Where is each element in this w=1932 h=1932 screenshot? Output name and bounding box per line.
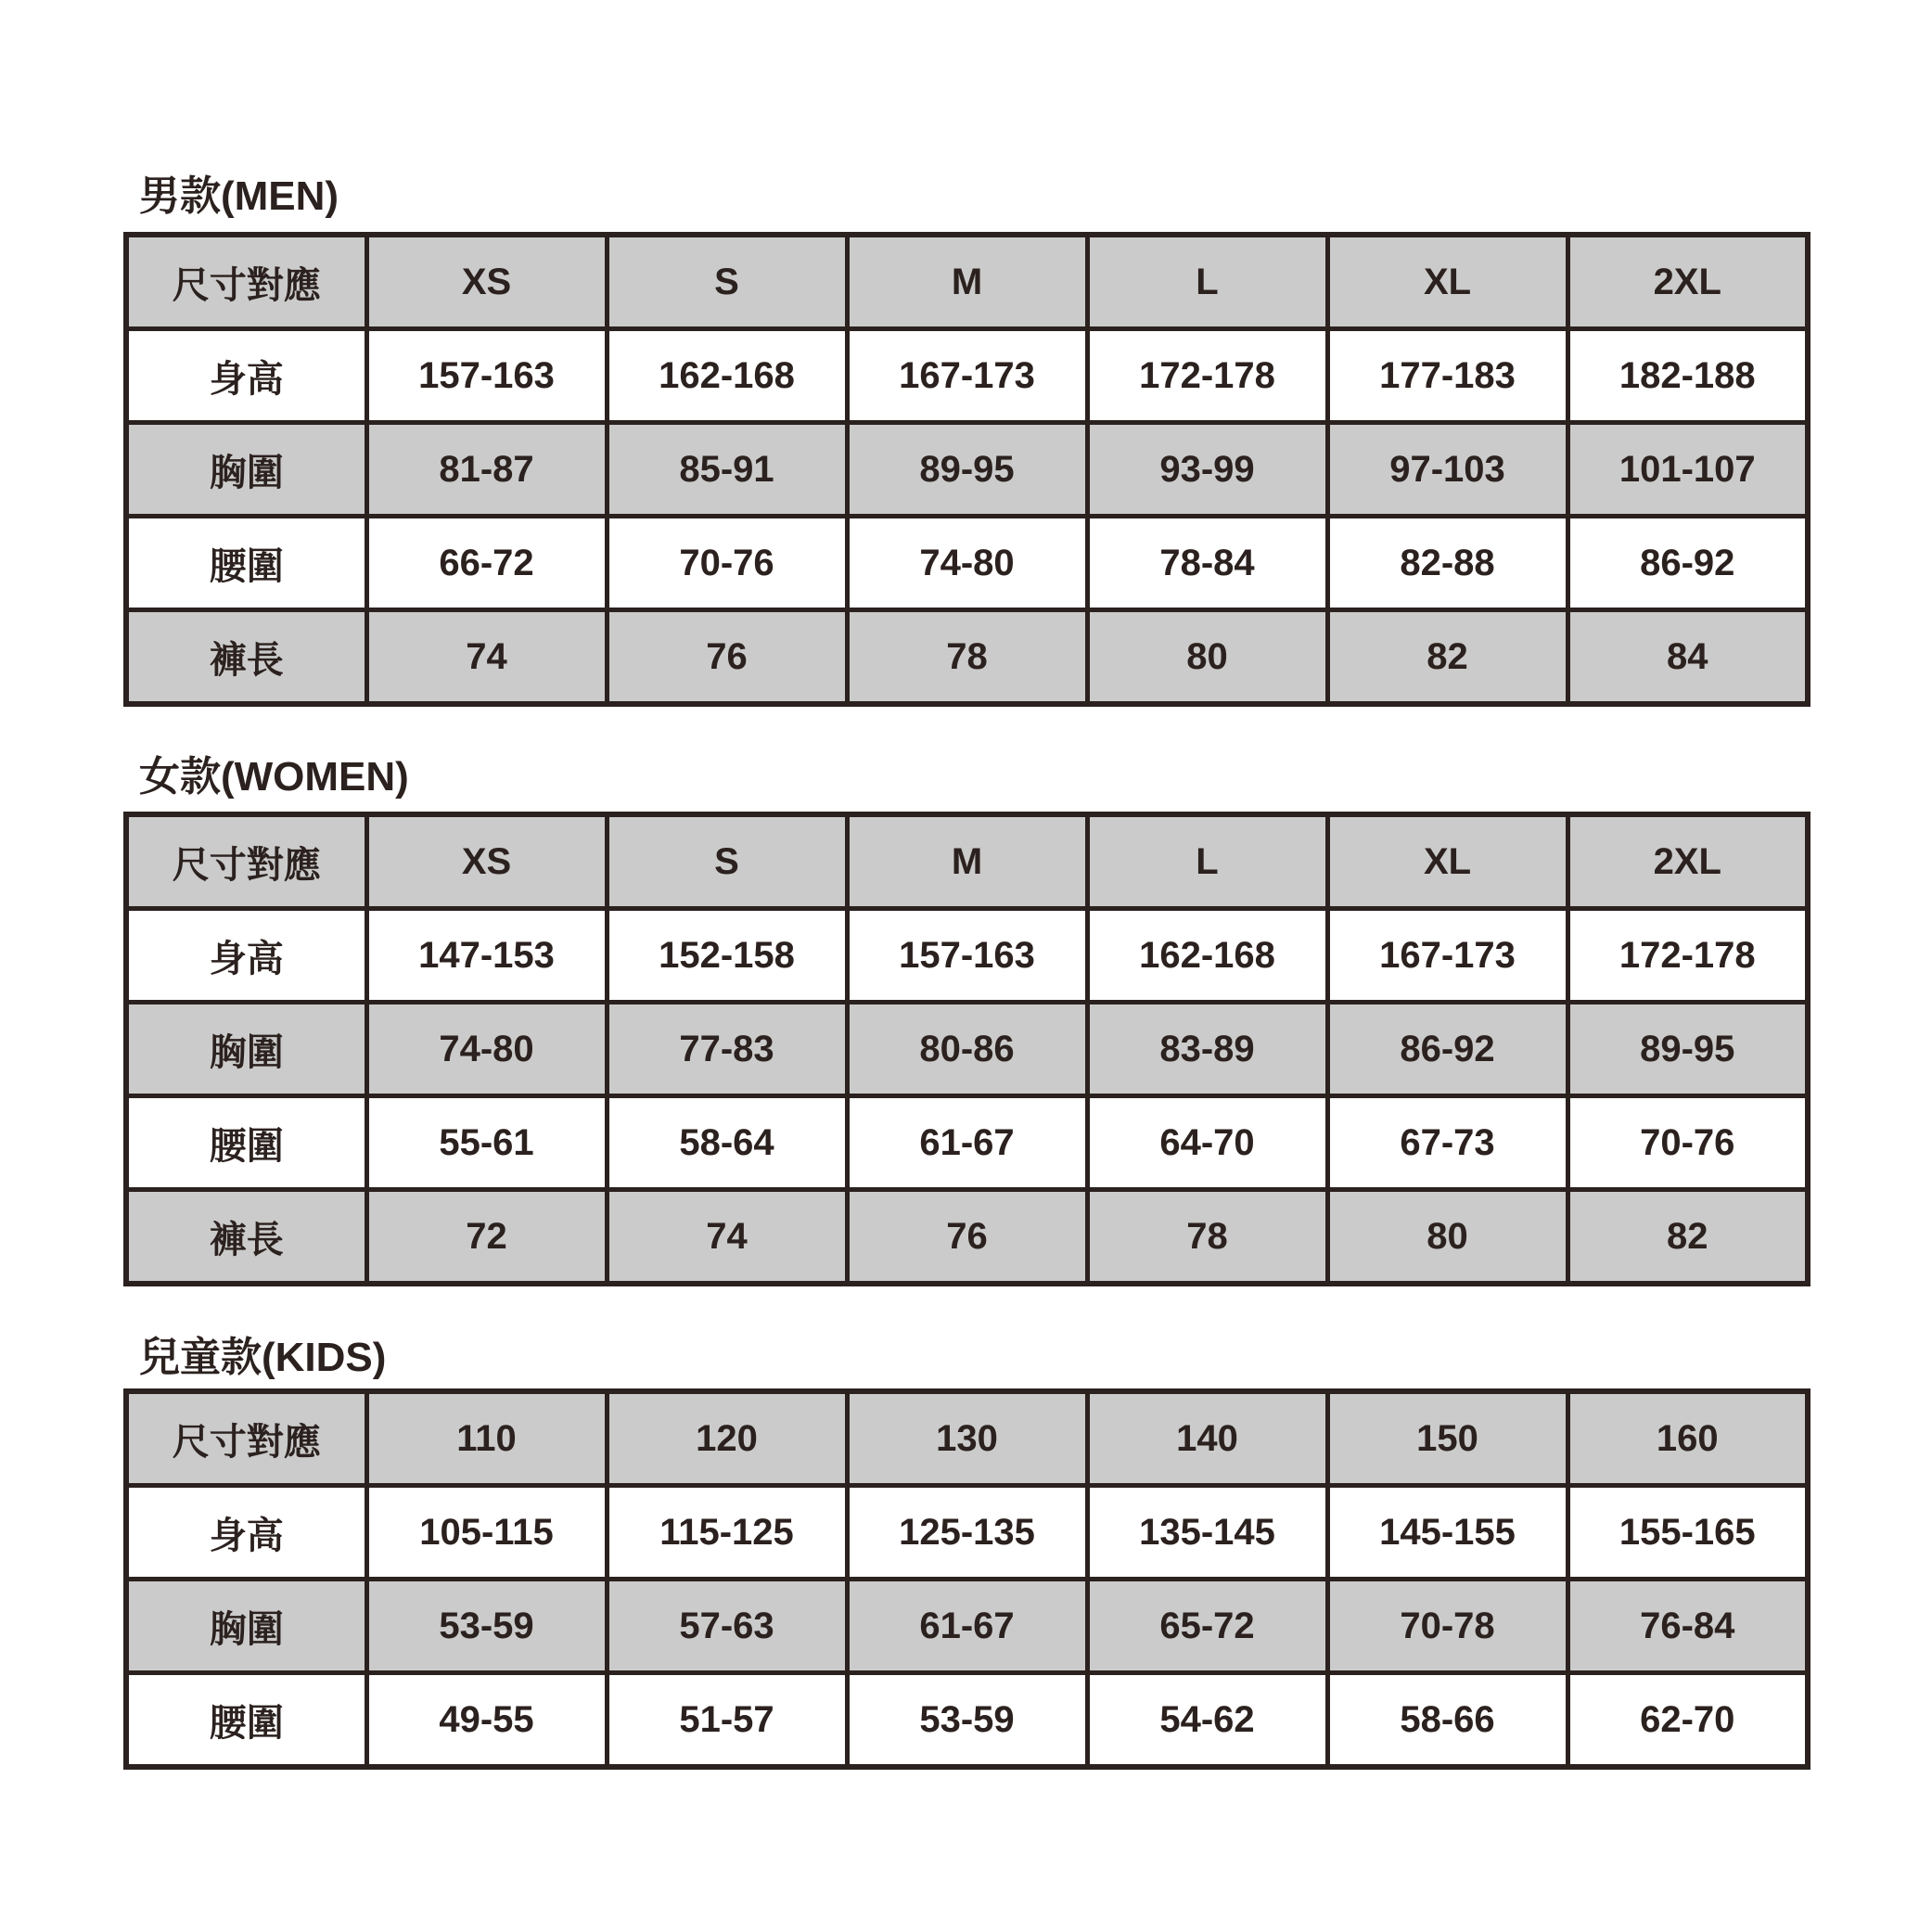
value-cell: 93-99	[1087, 423, 1327, 517]
value-cell: 86-92	[1567, 517, 1808, 610]
value-cell: 53-59	[366, 1580, 607, 1673]
table-row	[126, 1580, 1808, 1673]
value-cell: 115-125	[607, 1486, 847, 1580]
value-cell: 51-57	[607, 1673, 847, 1768]
value-cell: 83-89	[1087, 1003, 1327, 1096]
value-cell: 55-61	[366, 1096, 607, 1190]
value-cell: 80-86	[847, 1003, 1087, 1096]
value-cell: 65-72	[1087, 1580, 1327, 1673]
women-section-title: 女款(WOMEN)	[139, 754, 409, 800]
value-cell: 80	[1087, 610, 1327, 705]
value-cell: 162-168	[607, 329, 847, 423]
row-label-cell: 褲長	[126, 610, 366, 705]
value-cell: 70-76	[607, 517, 847, 610]
corner-label-cell: 尺寸對應	[126, 1391, 366, 1486]
value-cell: 76	[607, 610, 847, 705]
header-cell: 2XL	[1567, 235, 1808, 329]
value-cell: 61-67	[847, 1096, 1087, 1190]
row-label-cell: 腰圍	[126, 1096, 366, 1190]
header-cell: L	[1087, 235, 1327, 329]
header-cell: 2XL	[1567, 814, 1808, 909]
value-cell: 80	[1327, 1190, 1567, 1285]
value-cell: 62-70	[1567, 1673, 1808, 1768]
value-cell: 145-155	[1327, 1486, 1567, 1580]
table-row	[126, 517, 1808, 610]
value-cell: 82	[1567, 1190, 1808, 1285]
value-cell: 78	[847, 610, 1087, 705]
header-cell: XS	[366, 235, 607, 329]
row-label-cell: 身高	[126, 329, 366, 423]
value-cell: 67-73	[1327, 1096, 1567, 1190]
value-cell: 152-158	[607, 909, 847, 1003]
value-cell: 86-92	[1327, 1003, 1567, 1096]
row-label-cell: 胸圍	[126, 1003, 366, 1096]
value-cell: 172-178	[1567, 909, 1808, 1003]
value-cell: 76	[847, 1190, 1087, 1285]
value-cell: 84	[1567, 610, 1808, 705]
table-header-row	[126, 235, 1808, 329]
value-cell: 58-66	[1327, 1673, 1567, 1768]
corner-label-cell: 尺寸對應	[126, 814, 366, 909]
table-header-row	[126, 814, 1808, 909]
value-cell: 49-55	[366, 1673, 607, 1768]
header-cell: S	[607, 814, 847, 909]
header-cell: 120	[607, 1391, 847, 1486]
table-header-row	[126, 1391, 1808, 1486]
value-cell: 57-63	[607, 1580, 847, 1673]
kids-size-table	[123, 1388, 1810, 1770]
table-row	[126, 1673, 1808, 1768]
value-cell: 172-178	[1087, 329, 1327, 423]
row-label-cell: 腰圍	[126, 517, 366, 610]
row-label-cell: 身高	[126, 1486, 366, 1580]
value-cell: 167-173	[847, 329, 1087, 423]
value-cell: 78	[1087, 1190, 1327, 1285]
value-cell: 82-88	[1327, 517, 1567, 610]
men-section-title: 男款(MEN)	[139, 173, 339, 219]
header-cell: 150	[1327, 1391, 1567, 1486]
value-cell: 81-87	[366, 423, 607, 517]
value-cell: 74-80	[847, 517, 1087, 610]
value-cell: 74-80	[366, 1003, 607, 1096]
table-row	[126, 423, 1808, 517]
value-cell: 155-165	[1567, 1486, 1808, 1580]
header-cell: 110	[366, 1391, 607, 1486]
table-row	[126, 1003, 1808, 1096]
value-cell: 89-95	[847, 423, 1087, 517]
header-cell: XL	[1327, 814, 1567, 909]
table-row	[126, 1486, 1808, 1580]
row-label-cell: 褲長	[126, 1190, 366, 1285]
header-cell: 130	[847, 1391, 1087, 1486]
table-row	[126, 610, 1808, 705]
value-cell: 182-188	[1567, 329, 1808, 423]
value-cell: 72	[366, 1190, 607, 1285]
header-cell: 140	[1087, 1391, 1327, 1486]
value-cell: 70-76	[1567, 1096, 1808, 1190]
value-cell: 82	[1327, 610, 1567, 705]
table-row	[126, 909, 1808, 1003]
row-label-cell: 胸圍	[126, 1580, 366, 1673]
header-cell: M	[847, 235, 1087, 329]
value-cell: 77-83	[607, 1003, 847, 1096]
header-cell: 160	[1567, 1391, 1808, 1486]
value-cell: 177-183	[1327, 329, 1567, 423]
value-cell: 61-67	[847, 1580, 1087, 1673]
value-cell: 85-91	[607, 423, 847, 517]
header-cell: XL	[1327, 235, 1567, 329]
value-cell: 58-64	[607, 1096, 847, 1190]
table-row	[126, 1190, 1808, 1285]
value-cell: 147-153	[366, 909, 607, 1003]
header-cell: XS	[366, 814, 607, 909]
value-cell: 157-163	[366, 329, 607, 423]
value-cell: 54-62	[1087, 1673, 1327, 1768]
row-label-cell: 胸圍	[126, 423, 366, 517]
value-cell: 105-115	[366, 1486, 607, 1580]
value-cell: 64-70	[1087, 1096, 1327, 1190]
value-cell: 97-103	[1327, 423, 1567, 517]
men-size-table	[123, 232, 1810, 707]
row-label-cell: 腰圍	[126, 1673, 366, 1768]
value-cell: 74	[366, 610, 607, 705]
value-cell: 89-95	[1567, 1003, 1808, 1096]
kids-section-title: 兒童款(KIDS)	[139, 1335, 387, 1380]
value-cell: 157-163	[847, 909, 1087, 1003]
header-cell: S	[607, 235, 847, 329]
value-cell: 74	[607, 1190, 847, 1285]
value-cell: 66-72	[366, 517, 607, 610]
value-cell: 76-84	[1567, 1580, 1808, 1673]
header-cell: M	[847, 814, 1087, 909]
value-cell: 70-78	[1327, 1580, 1567, 1673]
header-cell: L	[1087, 814, 1327, 909]
table-row	[126, 329, 1808, 423]
value-cell: 78-84	[1087, 517, 1327, 610]
value-cell: 135-145	[1087, 1486, 1327, 1580]
corner-label-cell: 尺寸對應	[126, 235, 366, 329]
value-cell: 167-173	[1327, 909, 1567, 1003]
value-cell: 125-135	[847, 1486, 1087, 1580]
row-label-cell: 身高	[126, 909, 366, 1003]
value-cell: 53-59	[847, 1673, 1087, 1768]
table-row	[126, 1096, 1808, 1190]
value-cell: 162-168	[1087, 909, 1327, 1003]
women-size-table	[123, 812, 1810, 1286]
value-cell: 101-107	[1567, 423, 1808, 517]
